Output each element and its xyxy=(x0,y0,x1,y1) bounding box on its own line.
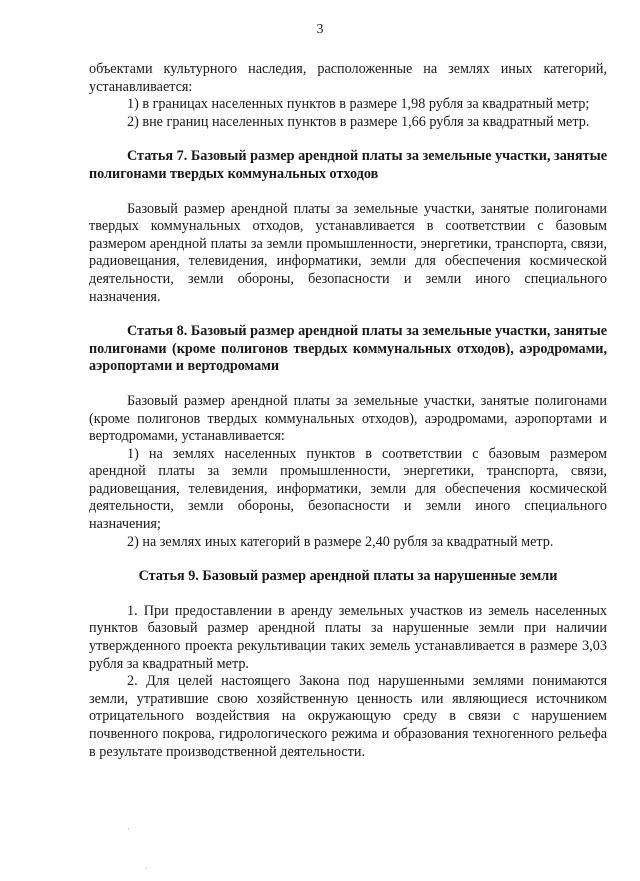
scan-speck xyxy=(146,868,147,869)
article-8-item-1: 1) на землях населенных пунктов в соответствии с базовым размером арендной платы за земли промышленности, энергетики, транспорта, связи, радиовещания, телевидения, информатики, земли для обеспечения космической деятельности, земли обороны, безопасности и земли иного специального назначения; xyxy=(89,445,607,533)
document-body xyxy=(89,61,607,761)
article-8-heading: Статья 8. Базовый размер арендной платы за земельные участки, занятые полигонами (кроме полигонов твердых коммунальных отходов), аэродромами, аэропортами и вертодромами xyxy=(89,323,607,375)
article-7-text: Базовый размер арендной платы за земельные участки, занятые полигонами твердых коммунальных отходов, устанавливается в соответствии с базовым размером арендной платы за земли промышленности, энергетики, транспорта, связи, радиовещания, телевидения, информатики, земли для обеспечения космической деятельности, земли обороны, безопасности и земли иного специального назначения. xyxy=(89,200,607,305)
intro-item-2: 2) вне границ населенных пунктов в размере 1,66 рубля за квадратный метр. xyxy=(127,113,590,130)
article-9-para-2: 2. Для целей настоящего Закона под нарушенными землями понимаются земли, утратившие свою хозяйственную ценность или являющиеся источником отрицательного воздействия на окружающую среду в связи с нарушением почвенного покрова, гидрологического режима и образования техногенного рельефа в результате производственной деятельности. xyxy=(89,673,607,760)
article-7-heading: Статья 7. Базовый размер арендной платы за земельные участки, занятые полигонами твердых коммунальных отходов xyxy=(89,148,607,182)
article-8-item-2: 2) на землях иных категорий в размере 2,40 рубля за квадратный метр. xyxy=(127,533,554,550)
intro-item-1: 1) в границах населенных пунктов в размере 1,98 рубля за квадратный метр; xyxy=(127,96,590,113)
article-9-para-1: 1. При предоставлении в аренду земельных участков из земель населенных пунктов базовый размер арендной платы за нарушенные земли при наличии утвержденного проекта рекультивации таких земель устанавливается в размере 3,03 рубля за квадратный метр. xyxy=(89,602,607,672)
article-9 xyxy=(89,568,607,761)
article-7 xyxy=(89,148,607,306)
article-8 xyxy=(89,323,607,551)
article-6-continuation xyxy=(89,61,607,131)
scan-speck xyxy=(128,828,129,829)
article-9-heading: Статья 9. Базовый размер арендной платы за нарушенные земли xyxy=(138,568,558,585)
intro-lead: объектами культурного наследия, расположенные на землях иных категорий, устанавливается: xyxy=(89,61,607,95)
article-8-lead: Базовый размер арендной платы за земельные участки, занятые полигонами (кроме полигонов твердых коммунальных отходов), аэродромами, аэропортами и вертодромами, устанавливается: xyxy=(89,392,607,445)
page-number: 3 xyxy=(316,22,324,37)
